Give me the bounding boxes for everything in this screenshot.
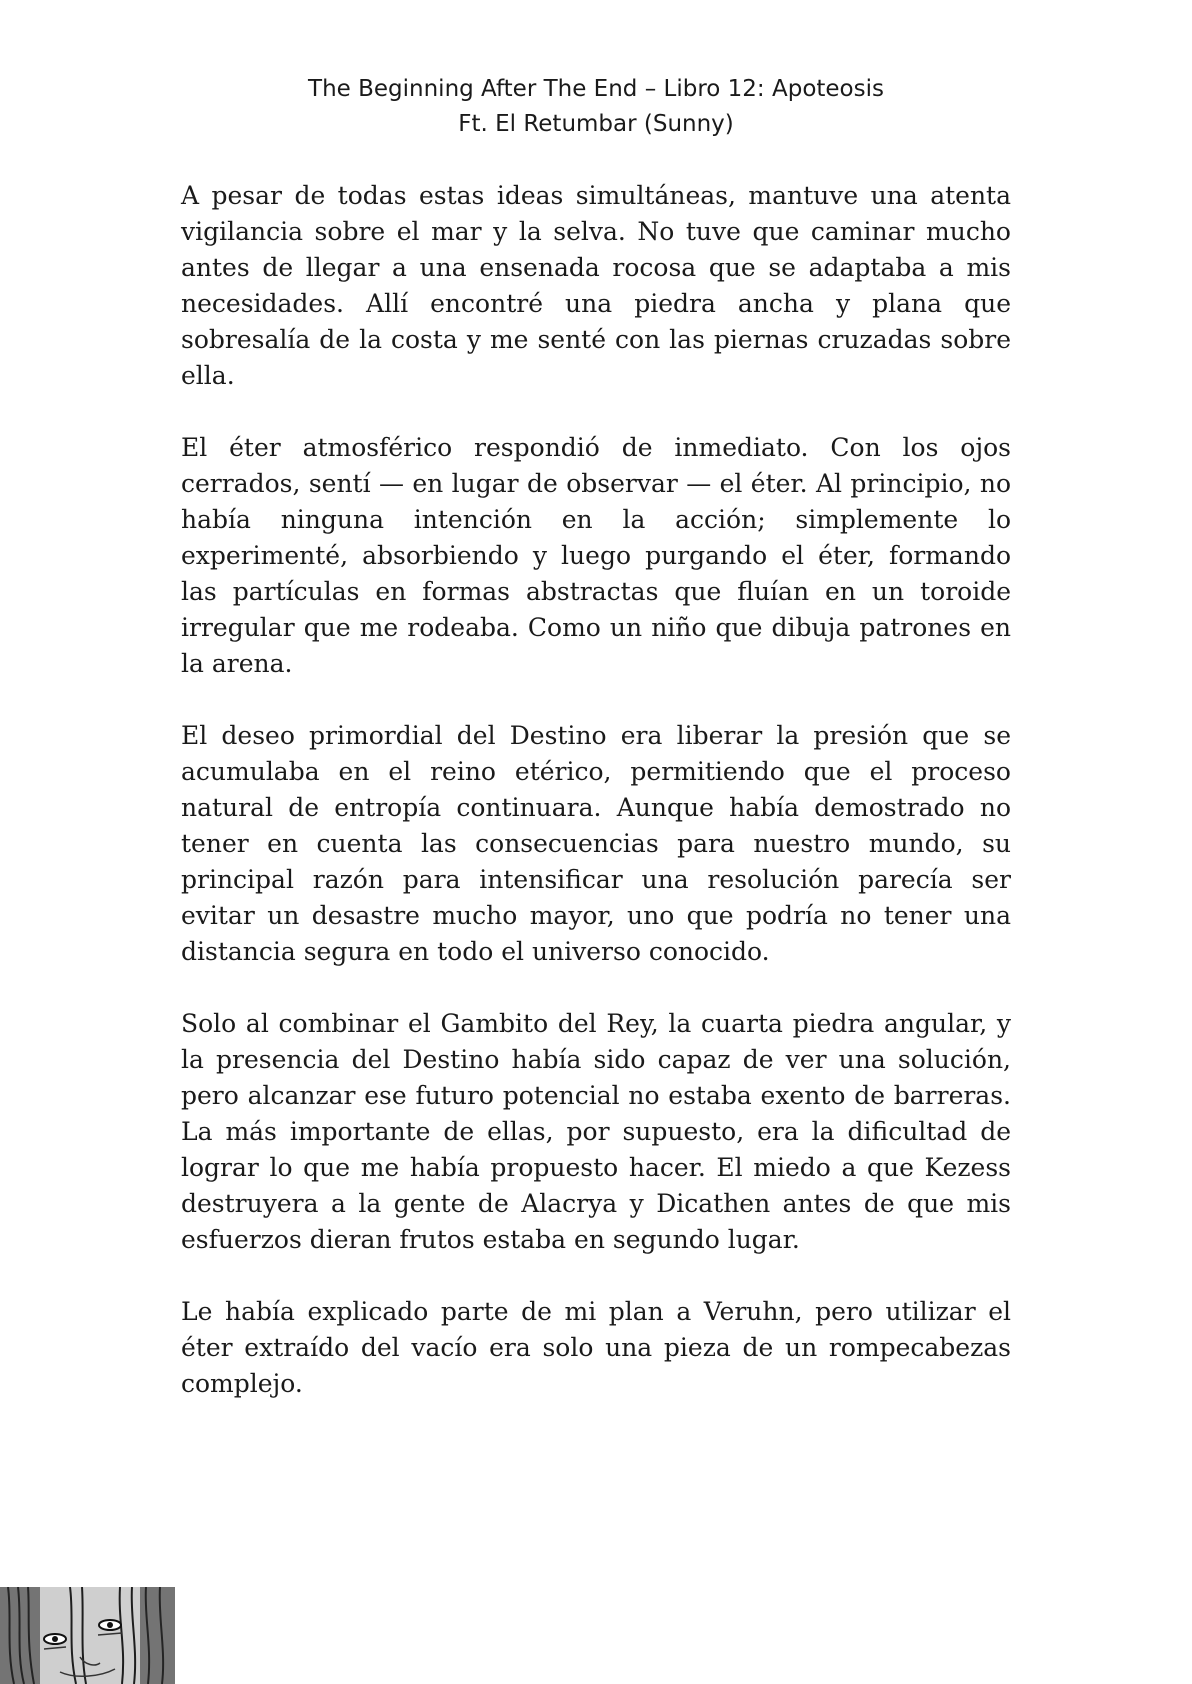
header-subtitle: Ft. El Retumbar (Sunny) [458,111,734,137]
header-title: The Beginning After The End – Libro 12: Apoteosis [308,76,884,102]
paragraph: A pesar de todas estas ideas simultáneas, mantuve una atenta vigilancia sobre el mar y la selva. No tuve que caminar mucho antes de llegar a una ensenada rocosa que se adaptaba a mis necesidades. Allí encontré una piedra ancha y plana que sobresalía de la costa y me senté con las piernas cruzadas sobre ella. [181,181,1011,390]
page-header [0,72,1192,142]
paragraph: El deseo primordial del Destino era liberar la presión que se acumulaba en el reino etérico, permitiendo que el proceso natural de entropía continuara. Aunque había demostrado no tener en cuenta las consecuencias para nuestro mundo, su principal razón para intensificar una resolución parecía ser evitar un desastre mucho mayor, uno que podría no tener una distancia segura en todo el universo conocido. [181,721,1011,966]
manga-illustration-image [0,1587,175,1684]
document-body [181,178,1011,1438]
paragraph: El éter atmosférico respondió de inmediato. Con los ojos cerrados, sentí — en lugar de observar — el éter. Al principio, no había ninguna intención en la acción; simplemente lo experimenté, absorbiendo y luego purgando el éter, formando las partículas en formas abstractas que fluían en un toroide irregular que me rodeaba. Como un niño que dibuja patrones en la arena. [181,433,1011,678]
paragraph: Le había explicado parte de mi plan a Veruhn, pero utilizar el éter extraído del vacío era solo una pieza de un rompecabezas complejo. [181,1297,1011,1398]
paragraph: Solo al combinar el Gambito del Rey, la cuarta piedra angular, y la presencia del Destino había sido capaz de ver una solución, pero alcanzar ese futuro potencial no estaba exento de barreras. La más importante de ellas, por supuesto, era la dificultad de lograr lo que me había propuesto hacer. El miedo a que Kezess destruyera a la gente de Alacrya y Dicathen antes de que mis esfuerzos dieran frutos estaba en segundo lugar. [181,1009,1011,1254]
